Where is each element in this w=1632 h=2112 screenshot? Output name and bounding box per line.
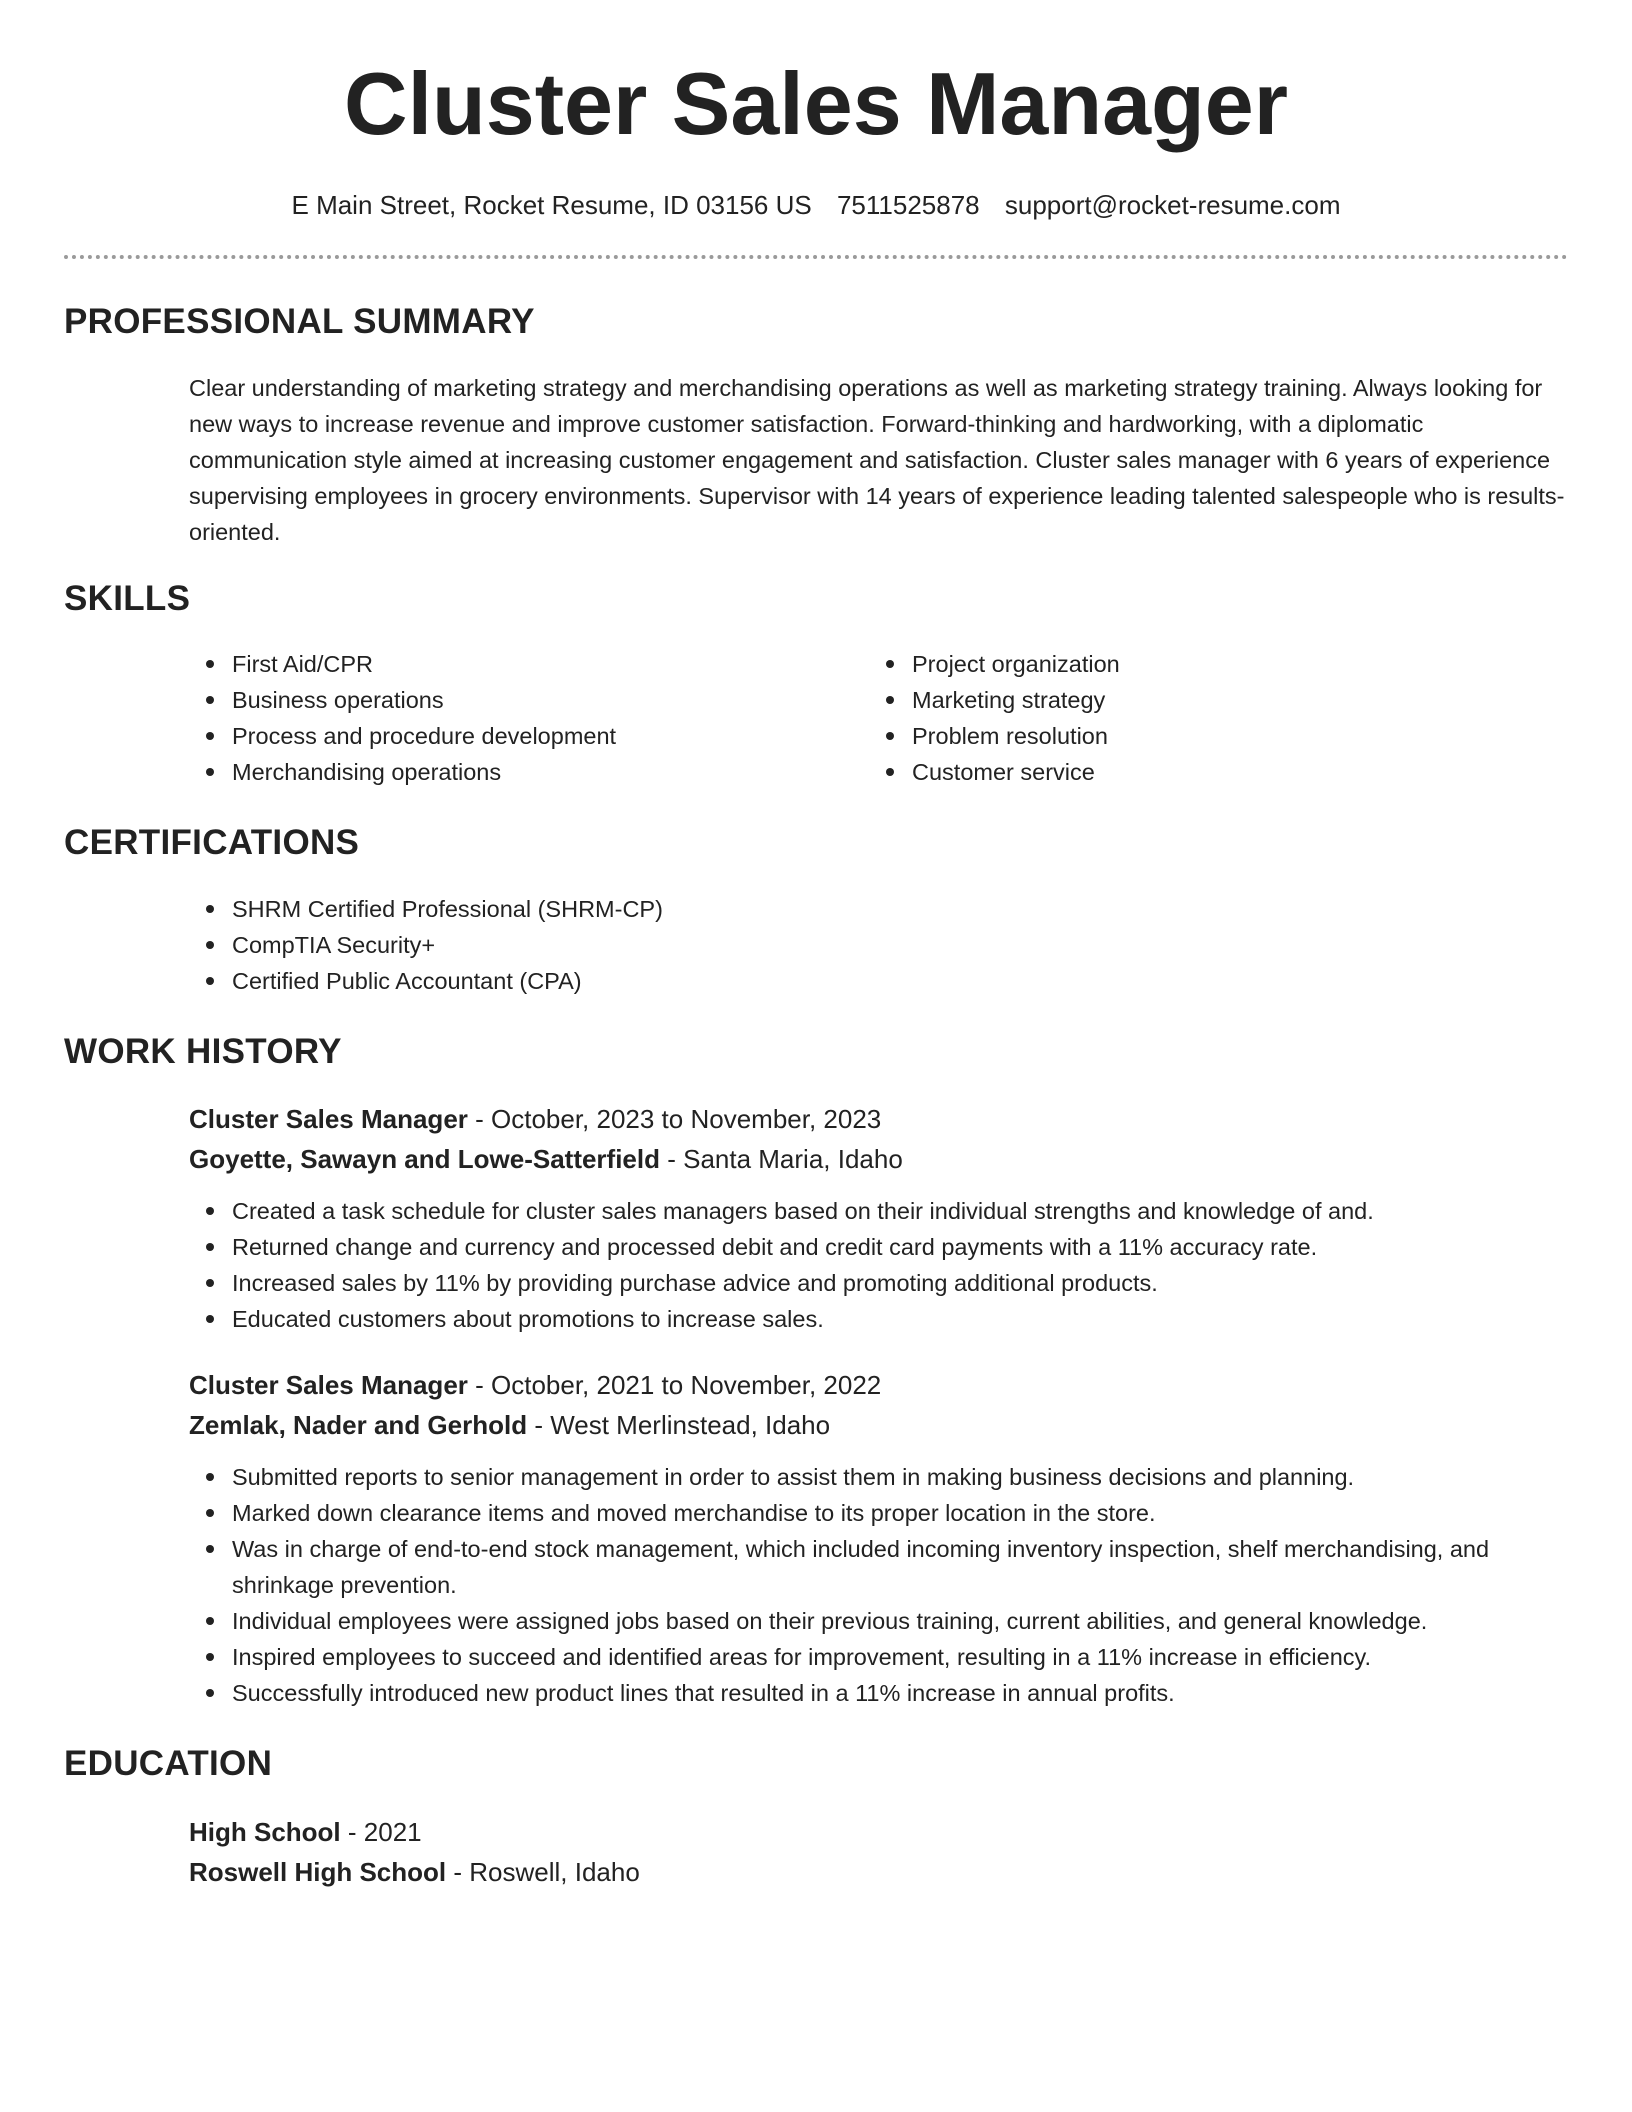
- summary-text: Clear understanding of marketing strategy and merchandising operations as well as marketing strategy training. Always looking for new ways to increase revenue and improve customer satisfaction. Forward-thinking and hardworking, with a diplomatic communication style aimed at increasing customer engagement and satisfaction. Cluster sales manager with 6 years of experience supervising employees in grocery environments. Supervisor with 14 years of experience leading talented salespeople who is results-oriented.: [189, 374, 1565, 545]
- work-history-section: [64, 1033, 1568, 1712]
- skills-grid: [189, 646, 1568, 790]
- certifications-list: [189, 891, 1568, 999]
- job-entry: [189, 1099, 1568, 1337]
- certification-item: SHRM Certified Professional (SHRM-CP): [189, 891, 1568, 927]
- job-bullet: Increased sales by 11% by providing purchase advice and promoting additional products.: [189, 1265, 1568, 1301]
- job-bullet: Inspired employees to succeed and identified areas for improvement, resulting in a 11% increase in efficiency.: [189, 1639, 1568, 1675]
- contact-address: E Main Street, Rocket Resume, ID 03156 US: [291, 190, 812, 220]
- job-role: Cluster Sales Manager: [189, 1104, 468, 1135]
- education-section: [64, 1745, 1568, 1892]
- job-location: - Santa Maria, Idaho: [660, 1144, 903, 1175]
- education-location: - Roswell, Idaho: [446, 1856, 640, 1887]
- skill-item: Business operations: [189, 682, 869, 718]
- skill-item: Merchandising operations: [189, 754, 869, 790]
- education-school: Roswell High School: [189, 1856, 447, 1887]
- skill-item: First Aid/CPR: [189, 646, 869, 682]
- certifications-body: [189, 891, 1568, 999]
- job-dates: - October, 2023 to November, 2023: [467, 1104, 882, 1135]
- work-history-title: WORK HISTORY: [64, 1031, 342, 1071]
- header-divider: [64, 255, 1568, 259]
- skill-item: Marketing strategy: [869, 682, 1549, 718]
- skill-item: Process and procedure development: [189, 718, 869, 754]
- certification-item: Certified Public Accountant (CPA): [189, 963, 1568, 999]
- education-year: - 2021: [340, 1816, 422, 1847]
- education-degree-line: [189, 1812, 1568, 1852]
- skills-section: [64, 580, 1568, 791]
- job-bullet: Was in charge of end-to-end stock management, which included incoming inventory inspection, shelf merchandising, and shrinkage prevention.: [189, 1531, 1568, 1603]
- contact-line: [64, 190, 1568, 221]
- job-bullet: Marked down clearance items and moved merchandise to its proper location in the store.: [189, 1495, 1568, 1531]
- job-bullet: Submitted reports to senior management in order to assist them in making business decisions and planning.: [189, 1459, 1568, 1495]
- summary-body: [189, 370, 1568, 550]
- education-school-line: [189, 1852, 1568, 1892]
- job-role: Cluster Sales Manager: [189, 1370, 468, 1401]
- contact-phone: 7511525878: [836, 190, 980, 220]
- job-company-line: [189, 1139, 1568, 1179]
- contact-email: support@rocket-resume.com: [1004, 190, 1341, 220]
- job-company: Zemlak, Nader and Gerhold: [189, 1410, 528, 1441]
- education-body: [189, 1812, 1568, 1892]
- certifications-section: [64, 824, 1568, 999]
- job-role-line: [189, 1365, 1568, 1405]
- education-degree: High School: [189, 1816, 341, 1847]
- job-company-line: [189, 1405, 1568, 1445]
- job-bullets: [189, 1193, 1568, 1337]
- skill-item: Project organization: [869, 646, 1549, 682]
- job-bullet: Returned change and currency and processed debit and credit card payments with a 11% accuracy rate.: [189, 1229, 1568, 1265]
- job-bullet: Successfully introduced new product lines that resulted in a 11% increase in annual profits.: [189, 1675, 1568, 1711]
- job-location: - West Merlinstead, Idaho: [527, 1410, 831, 1441]
- skills-title: SKILLS: [64, 578, 191, 618]
- job-bullets: [189, 1459, 1568, 1711]
- skills-right-list: [869, 646, 1549, 790]
- job-bullet: Educated customers about promotions to increase sales.: [189, 1301, 1568, 1337]
- job-dates: - October, 2021 to November, 2022: [467, 1370, 882, 1401]
- job-entry: [189, 1365, 1568, 1711]
- job-company: Goyette, Sawayn and Lowe-Satterfield: [189, 1144, 660, 1175]
- job-bullet: Created a task schedule for cluster sales managers based on their individual strengths and knowledge of and.: [189, 1193, 1568, 1229]
- certifications-title: CERTIFICATIONS: [64, 823, 360, 863]
- skill-item: Customer service: [869, 754, 1549, 790]
- work-history-body: [189, 1099, 1568, 1711]
- summary-section: [64, 303, 1568, 550]
- education-title: EDUCATION: [64, 1744, 273, 1784]
- certification-item: CompTIA Security+: [189, 927, 1568, 963]
- resume-name: Cluster Sales Manager: [344, 54, 1288, 153]
- job-bullet: Individual employees were assigned jobs based on their previous training, current abilities, and general knowledge.: [189, 1603, 1568, 1639]
- summary-title: PROFESSIONAL SUMMARY: [64, 302, 535, 342]
- skills-left-list: [189, 646, 869, 790]
- skill-item: Problem resolution: [869, 718, 1549, 754]
- job-role-line: [189, 1099, 1568, 1139]
